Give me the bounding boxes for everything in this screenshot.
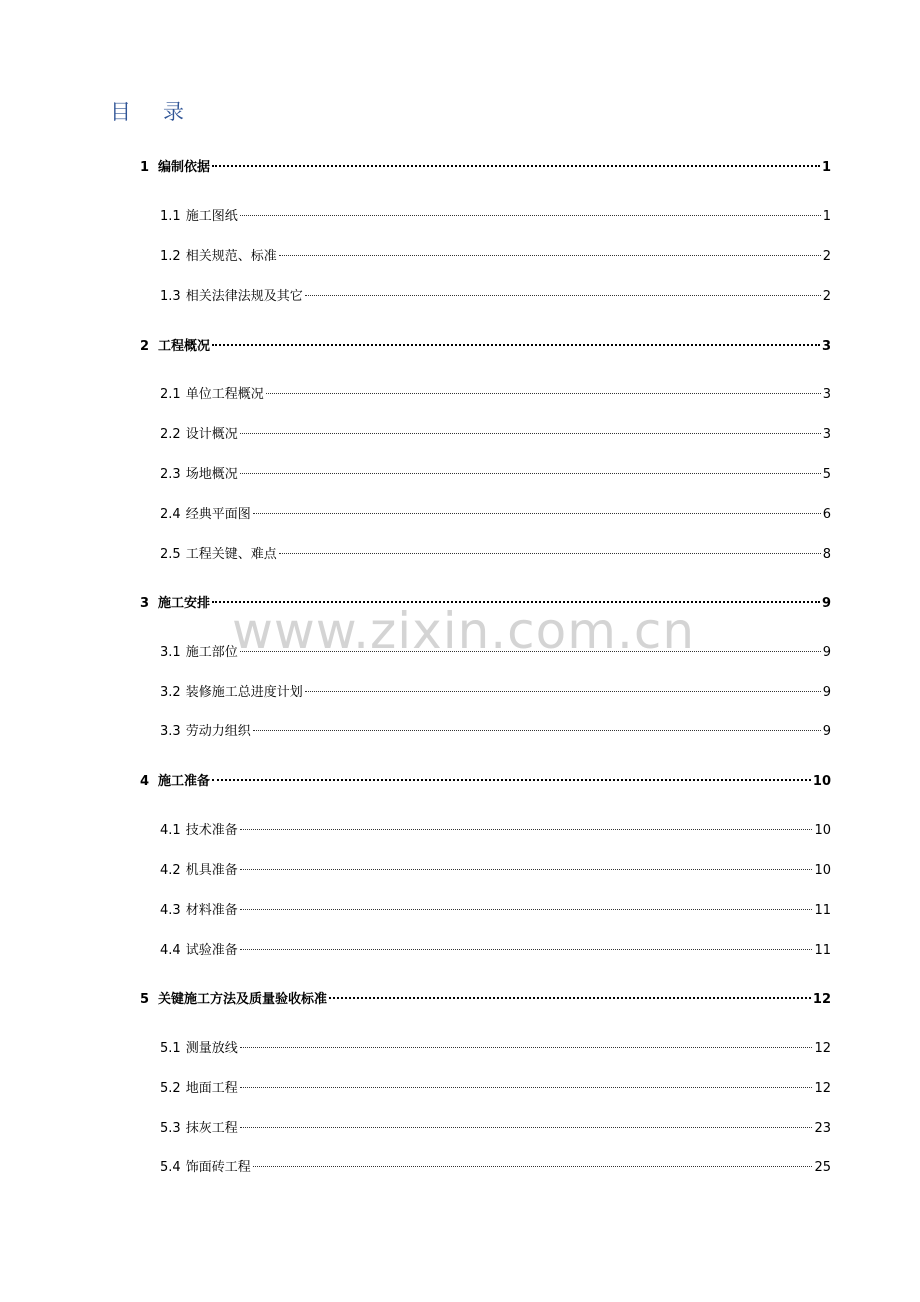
- toc-entry-label: 施工部位: [185, 645, 238, 660]
- toc-entry-3-3[interactable]: [160, 722, 831, 742]
- toc-dot-leader: [305, 295, 821, 296]
- toc-dot-leader: [305, 691, 821, 692]
- toc-entry-number: 2: [140, 339, 150, 354]
- toc-entry-label: 场地概况: [185, 467, 238, 482]
- toc-entry-label: 单位工程概况: [185, 387, 264, 402]
- toc-entry-page: 9: [821, 596, 831, 611]
- toc-dot-leader: [266, 393, 821, 394]
- toc-dot-leader: [240, 433, 821, 434]
- toc-entry-page: 10: [812, 774, 831, 789]
- toc-entry-page: 1: [822, 209, 831, 224]
- toc-entry-page: 2: [822, 289, 831, 304]
- toc-dot-leader: [212, 601, 820, 603]
- toc-entry-page: 3: [822, 427, 831, 442]
- toc-title-char-1: 目: [110, 100, 131, 124]
- toc-entry-5-1[interactable]: [160, 1039, 831, 1059]
- toc-entry-label: 饰面砖工程: [185, 1160, 251, 1175]
- toc-entry-page: 3: [821, 339, 831, 354]
- toc-entry-label: 相关规范、标准: [185, 249, 277, 264]
- toc-entry-4-4[interactable]: [160, 941, 831, 961]
- toc-entry-2-3[interactable]: [160, 465, 831, 485]
- toc-entry-1-3[interactable]: [160, 287, 831, 307]
- toc-entry-number: 2.1: [160, 387, 181, 402]
- toc-dot-leader: [240, 1047, 813, 1048]
- toc-entry-4-2[interactable]: [160, 861, 831, 881]
- toc-entry-number: 4.2: [160, 863, 181, 878]
- toc-entry-label: 施工图纸: [185, 209, 238, 224]
- toc-entry-2-4[interactable]: [160, 505, 831, 525]
- toc-entry-label: 工程概况: [158, 339, 211, 354]
- toc-entry-number: 5.1: [160, 1041, 181, 1056]
- toc-entry-page: 11: [814, 943, 831, 958]
- toc-entry-label: 施工准备: [158, 774, 211, 789]
- toc-entry-label: 经典平面图: [185, 507, 251, 522]
- toc-dot-leader: [253, 1166, 813, 1167]
- toc-entry-number: 5.2: [160, 1081, 181, 1096]
- toc-entry-number: 3.1: [160, 645, 181, 660]
- toc-entry-page: 12: [812, 992, 831, 1007]
- toc-entry-2-5[interactable]: [160, 545, 831, 565]
- toc-entry-2[interactable]: [140, 337, 831, 357]
- toc-entry-label: 施工安排: [158, 596, 211, 611]
- toc-entry-page: 5: [822, 467, 831, 482]
- toc-entry-2-2[interactable]: [160, 425, 831, 445]
- toc-entry-label: 测量放线: [185, 1041, 238, 1056]
- toc-dot-leader: [240, 473, 821, 474]
- toc-entry-1-1[interactable]: [160, 207, 831, 227]
- toc-entry-label: 地面工程: [185, 1081, 238, 1096]
- toc-dot-leader: [240, 1087, 813, 1088]
- toc-entry-label: 编制依据: [158, 160, 211, 175]
- toc-entry-number: 1.2: [160, 249, 181, 264]
- toc-entry-page: 8: [822, 547, 831, 562]
- toc-entry-number: 4.3: [160, 903, 181, 918]
- toc-dot-leader: [329, 997, 811, 999]
- toc-entry-page: 9: [822, 645, 831, 660]
- toc-entry-number: 2.3: [160, 467, 181, 482]
- toc-dot-leader: [212, 165, 820, 167]
- toc-entry-number: 3.3: [160, 724, 181, 739]
- toc-entry-3[interactable]: [140, 594, 831, 614]
- toc-entry-page: 2: [822, 249, 831, 264]
- toc-entry-4[interactable]: [140, 772, 831, 792]
- toc-entry-page: 9: [822, 724, 831, 739]
- toc-entry-3-2[interactable]: [160, 683, 831, 703]
- toc-dot-leader: [240, 1127, 813, 1128]
- toc-entry-page: 11: [814, 903, 831, 918]
- toc-entry-label: 材料准备: [185, 903, 238, 918]
- toc-entry-4-3[interactable]: [160, 901, 831, 921]
- toc-entry-number: 2.5: [160, 547, 181, 562]
- toc-entry-page: 25: [814, 1160, 831, 1175]
- toc-entry-5-4[interactable]: [160, 1158, 831, 1178]
- toc-title-char-2: 录: [163, 100, 184, 124]
- toc-dot-leader: [212, 344, 820, 346]
- toc-entry-number: 2.4: [160, 507, 181, 522]
- toc-entry-label: 机具准备: [185, 863, 238, 878]
- toc-entry-label: 设计概况: [185, 427, 238, 442]
- toc-entry-number: 1.3: [160, 289, 181, 304]
- toc-entry-label: 装修施工总进度计划: [185, 685, 303, 700]
- toc-entry-1[interactable]: [140, 158, 831, 178]
- toc-dot-leader: [240, 829, 813, 830]
- toc-dot-leader: [253, 513, 821, 514]
- toc-entry-page: 1: [821, 160, 831, 175]
- toc-dot-leader: [279, 553, 821, 554]
- toc-entry-page: 6: [822, 507, 831, 522]
- toc-entry-number: 3: [140, 596, 150, 611]
- toc-entry-3-1[interactable]: [160, 643, 831, 663]
- toc-dot-leader: [240, 651, 821, 652]
- toc-entry-label: 抹灰工程: [185, 1121, 238, 1136]
- toc-entry-4-1[interactable]: [160, 821, 831, 841]
- toc-dot-leader: [240, 949, 813, 950]
- toc-entry-page: 9: [822, 685, 831, 700]
- toc-dot-leader: [253, 730, 821, 731]
- toc-entry-number: 4: [140, 774, 150, 789]
- toc-entry-number: 4.4: [160, 943, 181, 958]
- toc-entry-page: 12: [814, 1081, 831, 1096]
- toc-entry-page: 3: [822, 387, 831, 402]
- toc-entry-5[interactable]: [140, 990, 831, 1010]
- toc-entry-number: 4.1: [160, 823, 181, 838]
- toc-entry-1-2[interactable]: [160, 247, 831, 267]
- watermark: www.zixin.com.cn: [232, 602, 696, 660]
- toc-entry-page: 23: [814, 1121, 831, 1136]
- toc-dot-leader: [240, 869, 813, 870]
- toc-entry-number: 5.3: [160, 1121, 181, 1136]
- toc-entry-label: 劳动力组织: [185, 724, 251, 739]
- toc-dot-leader: [279, 255, 821, 256]
- toc-entry-number: 5: [140, 992, 150, 1007]
- toc-entry-5-3[interactable]: [160, 1119, 831, 1139]
- toc-entry-page: 12: [814, 1041, 831, 1056]
- toc-entry-label: 工程关键、难点: [185, 547, 277, 562]
- toc-entry-page: 10: [814, 823, 831, 838]
- toc-entry-2-1[interactable]: [160, 385, 831, 405]
- toc-entry-label: 技术准备: [185, 823, 238, 838]
- toc-entry-number: 1: [140, 160, 150, 175]
- toc-entry-5-2[interactable]: [160, 1079, 831, 1099]
- toc-dot-leader: [240, 909, 813, 910]
- toc-entry-label: 相关法律法规及其它: [185, 289, 303, 304]
- toc-entry-label: 试验准备: [185, 943, 238, 958]
- toc-entry-label: 关键施工方法及质量验收标准: [158, 992, 328, 1007]
- toc-entry-number: 5.4: [160, 1160, 181, 1175]
- toc-dot-leader: [240, 215, 821, 216]
- toc-entry-number: 2.2: [160, 427, 181, 442]
- toc-dot-leader: [212, 779, 811, 781]
- toc-entry-number: 3.2: [160, 685, 181, 700]
- toc-entry-page: 10: [814, 863, 831, 878]
- toc-entry-number: 1.1: [160, 209, 181, 224]
